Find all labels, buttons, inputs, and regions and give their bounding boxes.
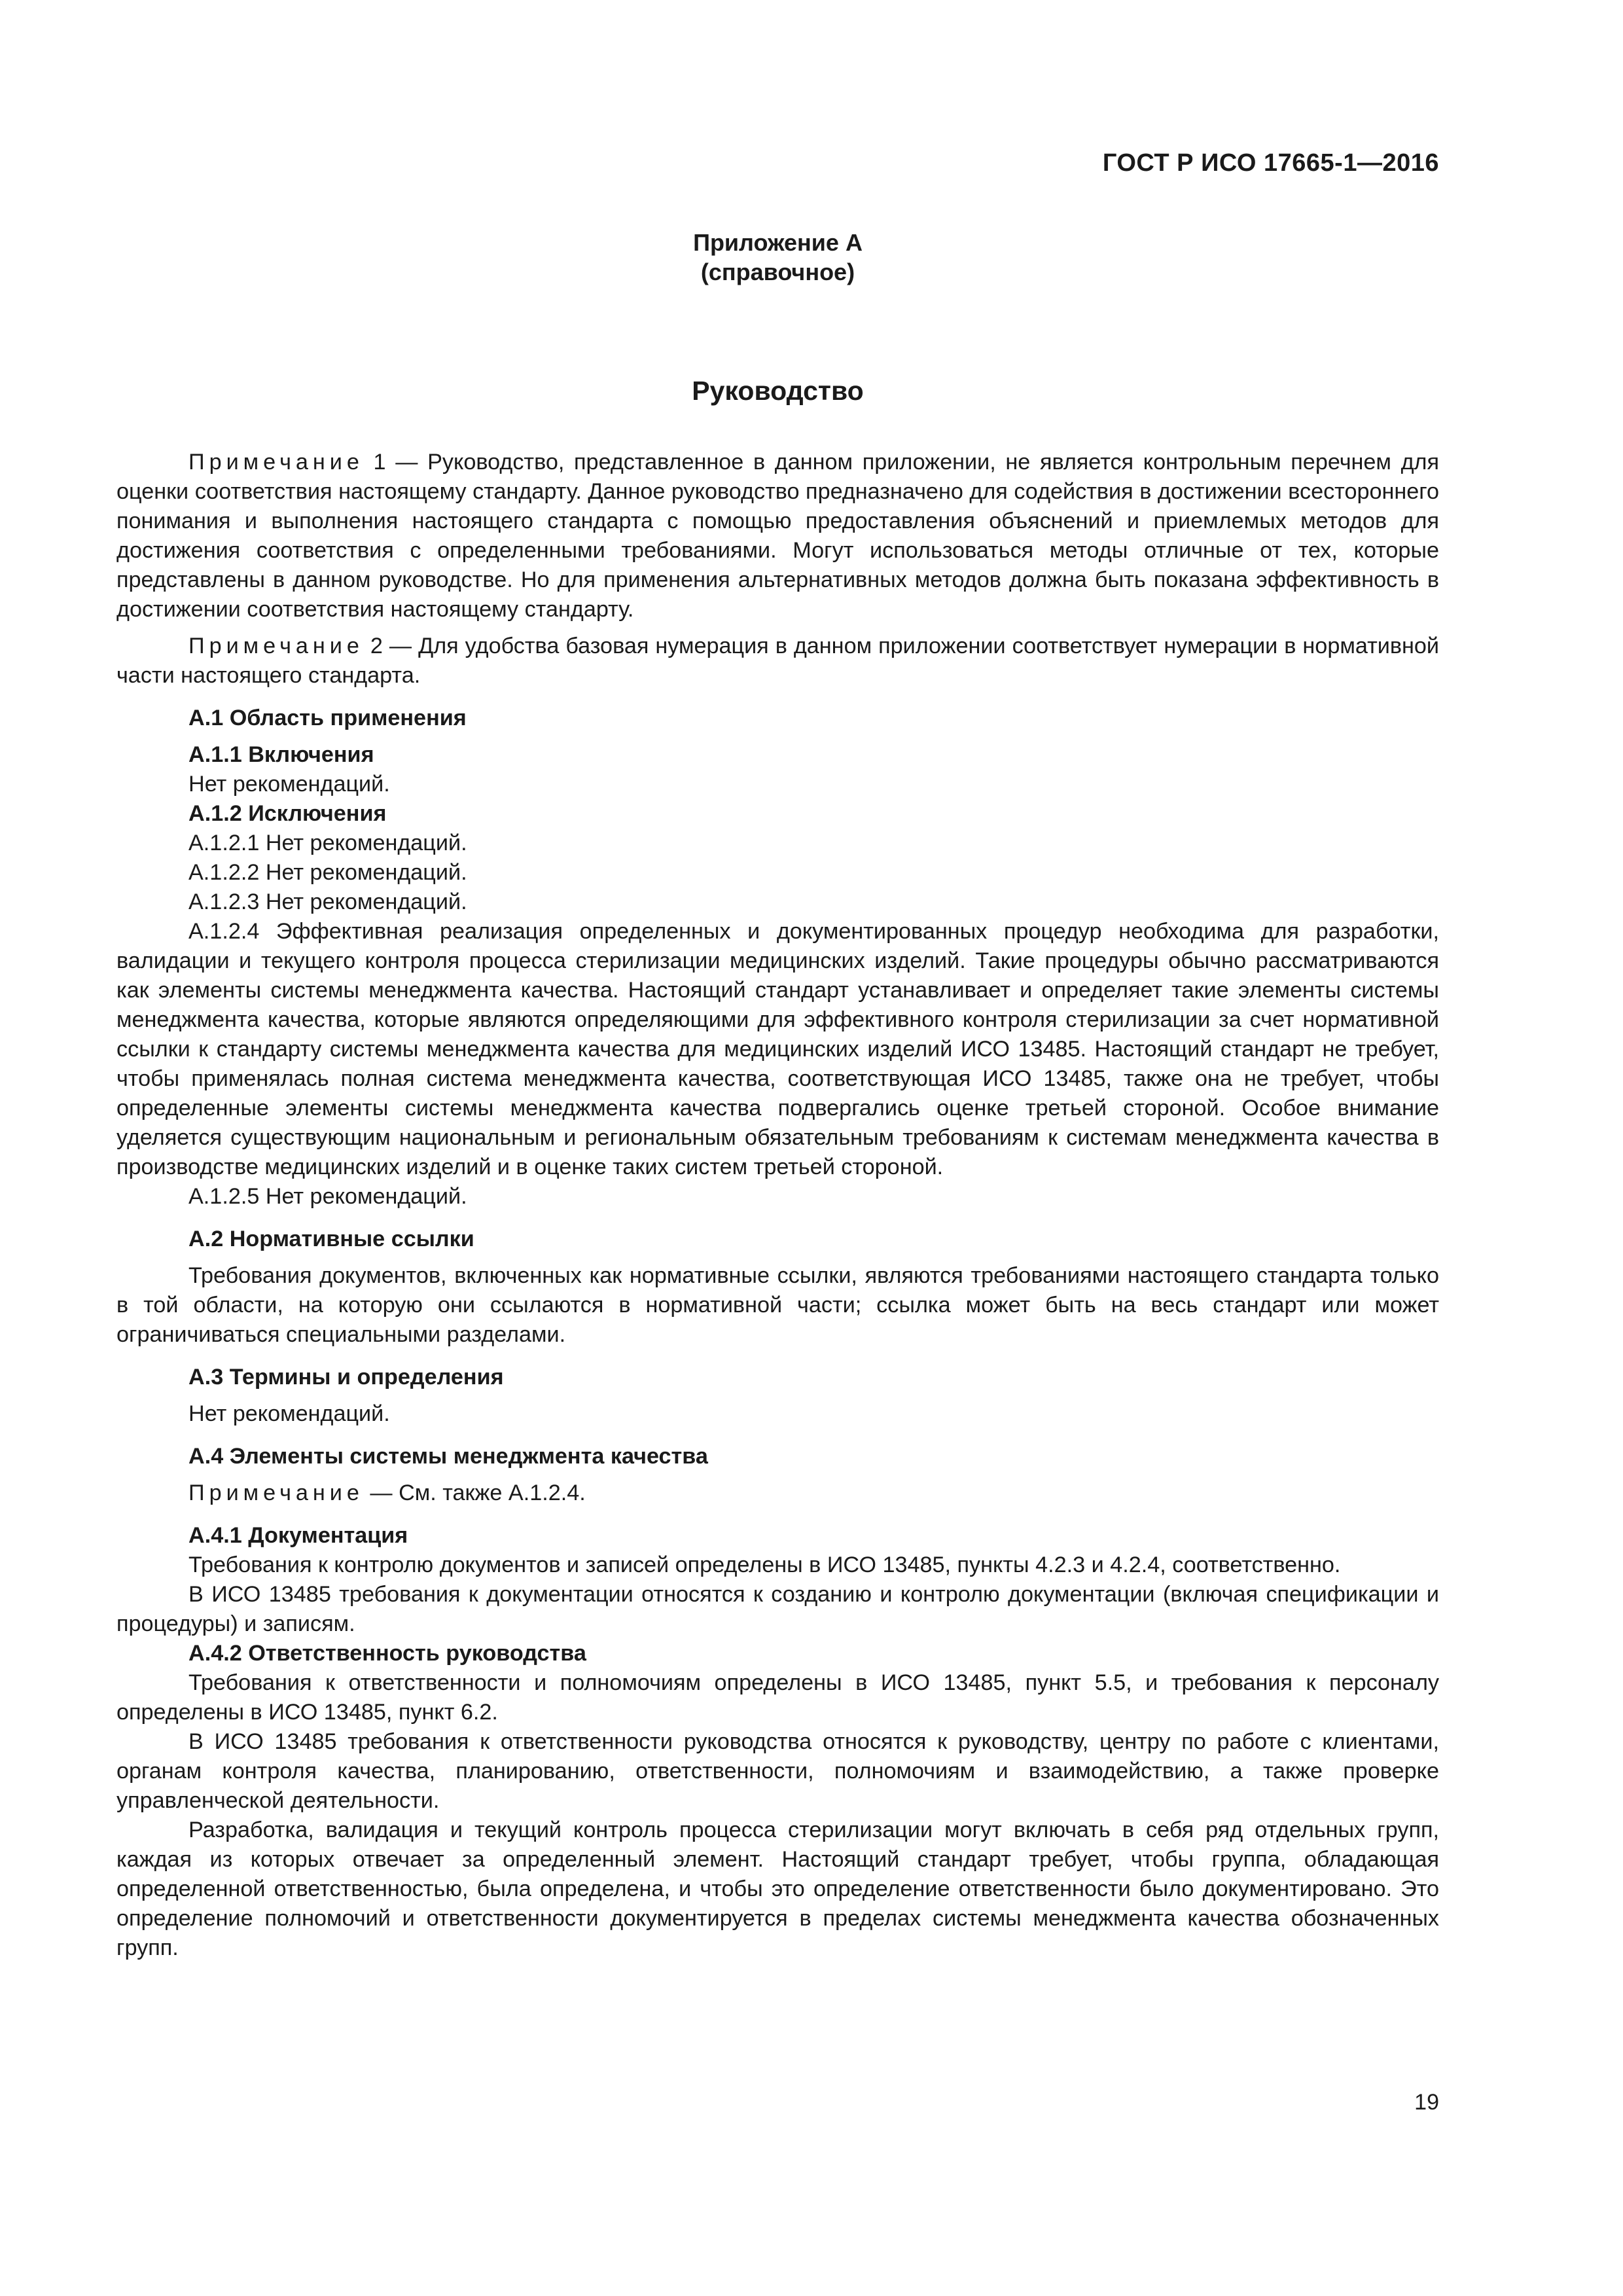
page-number: 19 [1414,2090,1439,2115]
note-label: Примечание [188,1480,364,1505]
note-2 [116,632,1439,691]
item-a123: А.1.2.3 Нет рекомендаций. [188,889,467,914]
document-code-header: ГОСТ Р ИСО 17665-1—2016 [1102,149,1439,177]
section-a42-paragraph-1: Требования к ответственности и полномочиям определены в ИСО 13485, пункт 5.5, и требования к персоналу определены в ИСО 13485, пункт 6.2. [116,1670,1439,1725]
section-a42-paragraph-2: В ИСО 13485 требования к ответственности руководства относятся к руководству, центру по работе с клиентами, органам контроля качества, планированию, ответственности, полномочиям и взаимодействию, а также проверке управленческой деятельности. [116,1729,1439,1813]
annex-title: Приложение А [693,229,863,256]
section-a3-heading: А.3 Термины и определения [188,1365,504,1390]
section-a42-paragraph-3: Разработка, валидация и текущий контроль процесса стерилизации могут включать в себя ряд отдельных групп, каждая из которых отвечает за определенный элемент. Настоящий стандарт требует, чтобы группа, обладающая определенной ответственностью, была определена, и чтобы это определение ответственности было документировано. Это определение полномочий и ответственности документируется в пределах системы менеджмента качества обозначенных групп. [116,1818,1439,1960]
note-text: 2 — Для удобства базовая нумерация в данном приложении соответствует нумерации в нормативной части настоящего стандарта. [116,634,1439,688]
section-a12-heading: А.1.2 Исключения [188,801,387,826]
note-text: — См. также А.1.2.4. [363,1480,586,1505]
note-1 [116,448,1439,624]
section-a4-heading: А.4 Элементы системы менеджмента качества [188,1444,708,1469]
section-a4-note [116,1479,1439,1508]
note-label: Примечание [188,450,364,475]
note-label: Примечание [188,634,364,658]
item-a121: А.1.2.1 Нет рекомендаций. [188,831,467,855]
section-a3-text: Нет рекомендаций. [188,1401,390,1426]
item-a124: А.1.2.4 Эффективная реализация определенных и документированных процедур необходима для разработки, валидации и текущего контроля процесса стерилизации медицинских изделий. Такие процедуры обычно рассматриваются как элементы системы менеджмента качества. Настоящий стандарт устанавливает и определяет такие элементы системы менеджмента качества, которые являются определяющими для эффективного контроля стерилизации за счет нормативной ссылки к стандарту системы менеджмента качества для медицинских изделий ИСО 13485. Настоящий стандарт не требует, чтобы применялась полная система менеджмента качества, соответствующая ИСО 13485, также она не требует, чтобы определенные элементы системы менеджмента качества подвергались оценке третьей стороной. Особое внимание уделяется существующим национальным и региональным обязательным требованиям к системам менеджмента качества в производстве медицинских изделий и в оценке таких систем третьей стороной. [116,919,1439,1179]
section-a11-text: Нет рекомендаций. [188,772,390,797]
item-a122: А.1.2.2 Нет рекомендаций. [188,860,467,885]
annex-heading [116,228,1439,287]
note-text: 1 — Руководство, представленное в данном приложении, не является контрольным перечнем для оценки соответствия настоящему стандарту. Данное руководство предназначено для содействия в достижении всестороннего понимания и выполнения настоящего стандарта с помощью предоставления объяснений и приемлемых методов для достижения соответствия с определенными требованиями. Могут использоваться методы отличные от тех, которые представлены в данном руководстве. Но для применения альтернативных методов должна быть показана эффективность в достижении соответствия настоящему стандарту. [116,450,1439,622]
document-page [116,0,1439,2296]
document-body [116,448,1439,1963]
section-a2-heading: А.2 Нормативные ссылки [188,1227,474,1251]
section-a41-heading: А.4.1 Документация [188,1523,408,1548]
section-a1-heading: А.1 Область применения [188,706,467,730]
section-a11-heading: А.1.1 Включения [188,742,374,767]
annex-status: (справочное) [700,259,855,285]
section-a42-heading: А.4.2 Ответственность руководства [188,1641,586,1666]
section-a2-text: Требования документов, включенных как нормативные ссылки, являются требованиями настоящего стандарта только в той области, на которую они ссылаются в нормативной части; ссылка может быть на весь стандарт или может ограничиваться специальными разделами. [116,1263,1439,1347]
section-a41-paragraph-2: В ИСО 13485 требования к документации относятся к созданию и контролю документации (включая спецификации и процедуры) и записям. [116,1582,1439,1636]
item-a125: А.1.2.5 Нет рекомендаций. [188,1184,467,1209]
document-title: Руководство [692,376,864,406]
section-a41-paragraph-1: Требования к контролю документов и записей определены в ИСО 13485, пункты 4.2.3 и 4.2.4, соответственно. [188,1552,1341,1577]
